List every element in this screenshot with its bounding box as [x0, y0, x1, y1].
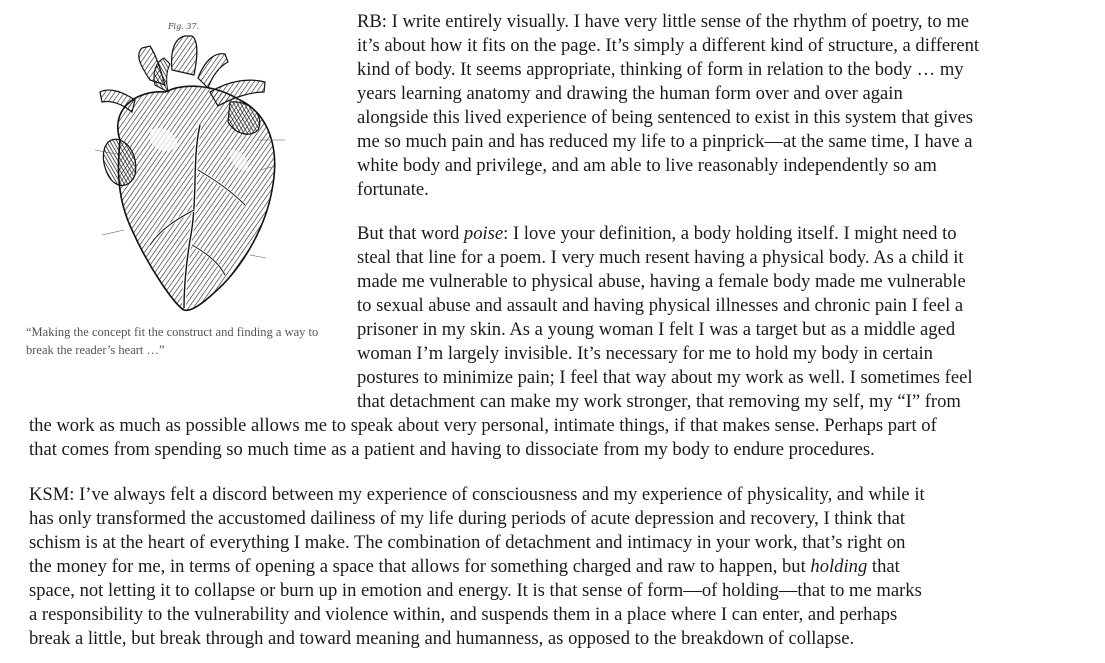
- ksm-emphasis: holding: [810, 556, 868, 577]
- rb-p1-line: it’s about how it fits on the page. It’s simply a different kind of structure, a different: [357, 35, 980, 56]
- rb-p1-line: kind of body. It seems appropriate, thinking of form in relation to the body … my: [357, 59, 964, 80]
- rb-p2-full-line: that comes from spending so much time as a patient and having to dissociate from my body to endure procedures.: [29, 439, 875, 460]
- rb-p2-first-line: [357, 222, 957, 246]
- rb-p2-full-line: the work as much as possible allows me to speak about very personal, intimate things, if that makes sense. Perhaps part of: [29, 415, 937, 436]
- rb-p1-line: me so much pain and has reduced my life to a pinprick—at the same time, I have a: [357, 131, 973, 152]
- rb-p2-line: to sexual abuse and assault and having physical illnesses and chronic pain I feel a: [357, 295, 964, 316]
- rb-p2-line: made me vulnerable to physical abuse, having a female body made me vulnerable: [357, 271, 966, 292]
- rb-p2-line: woman I’m largely invisible. It’s necessary for me to hold my body in certain: [357, 343, 933, 364]
- ksm-line: schism is at the heart of everything I make. The combination of detachment and intimacy in your work, that’s right on: [29, 532, 906, 553]
- ksm-line: a responsibility to the vulnerability and violence within, and suspends them in a place where I can enter, and perhaps: [29, 604, 898, 625]
- rb-p1-line: years learning anatomy and drawing the human form over and over again: [357, 83, 903, 104]
- rb-p1-line: fortunate.: [357, 179, 429, 200]
- ksm-line: break a little, but break through and toward meaning and humanness, as opposed to the breakdown of collapse.: [29, 628, 855, 649]
- rb-p1-line: white body and privilege, and am able to live reasonably independently so am: [357, 155, 937, 176]
- ksm-line-emphasis: [29, 555, 900, 579]
- ksm-line: has only transformed the accustomed dailiness of my life during periods of acute depression and recovery, I think that: [29, 508, 906, 529]
- rb-p2-line: postures to minimize pain; I feel that way about my work as well. I sometimes feel: [357, 367, 973, 388]
- rb-p2-line: steal that line for a poem. I very much resent having a physical body. As a child it: [357, 247, 964, 268]
- ksm-line4-post: that: [867, 556, 900, 577]
- figure-label: Fig. 37.: [168, 22, 200, 31]
- ksm-line: space, not letting it to collapse or burn up in emotion and energy. It is that sense of form—of holding—that to me marks: [29, 580, 922, 601]
- figure-caption: “Making the concept fit the construct and finding a way to break the reader’s heart …”: [26, 325, 319, 357]
- rb-p2-post: : I love your definition, a body holding itself. I might need to: [503, 223, 957, 244]
- rb-p2-line: prisoner in my skin. As a young woman I felt I was a target but as a middle aged: [357, 319, 956, 340]
- rb-p2-emphasis: poise: [463, 223, 504, 244]
- rb-p2-pre: But that word: [357, 223, 464, 244]
- anatomical-heart-icon: [80, 30, 300, 330]
- ksm-line4-pre: the money for me, in terms of opening a space that allows for something charged and raw to happen, but: [29, 556, 811, 577]
- rb-p2-line: that detachment can make my work stronger, that removing my self, my “I” from: [357, 391, 961, 412]
- ksm-line: KSM: I’ve always felt a discord between my experience of consciousness and my experience of physicality, and while it: [29, 484, 925, 505]
- rb-p1-line: alongside this lived experience of being sentenced to exist in this system that gives: [357, 107, 974, 128]
- rb-p1-line: RB: I write entirely visually. I have very little sense of the rhythm of poetry, to me: [357, 11, 970, 32]
